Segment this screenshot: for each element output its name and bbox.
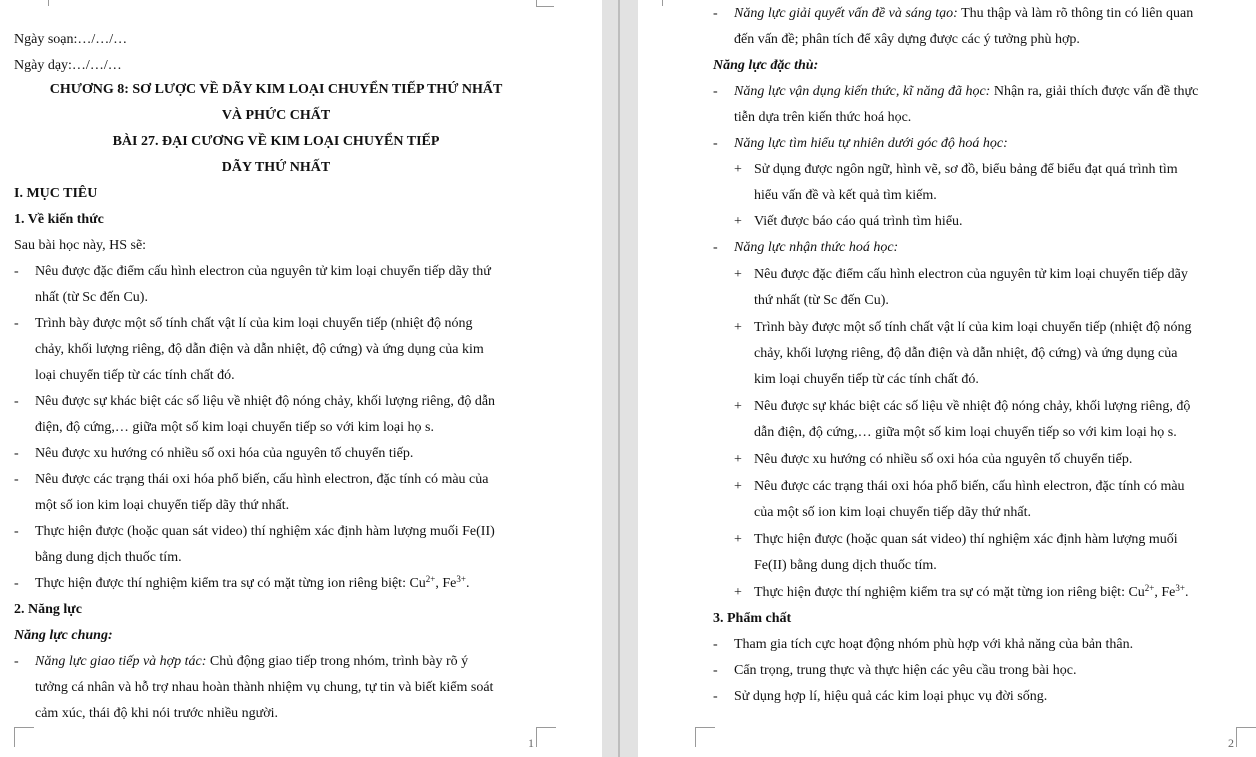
list-item-line: Trình bày được một số tính chất vật lí của kim loại chuyển tiếp (nhiệt độ nóng (35, 316, 473, 331)
bullet-dash: - (14, 316, 19, 331)
bullet-dash: - (14, 394, 19, 409)
list-item-line: Nêu được các trạng thái oxi hóa phổ biến, cấu hình electron, đặc tính có màu của (35, 472, 489, 487)
page-separator (618, 0, 620, 757)
list-item-line: hiểu vấn đề và kết quả tìm kiếm. (754, 188, 937, 203)
charge-superscript: 2+ (425, 574, 436, 584)
bullet-plus: + (734, 214, 742, 229)
competency-label: Năng lực giải quyết vấn đề và sáng tạo: (734, 6, 958, 21)
page-gap (602, 0, 638, 757)
ion-text: Thực hiện được thí nghiệm kiểm tra sự có mặt từng ion riêng biệt: Cu (35, 576, 426, 591)
competency-label: Năng lực vận dụng kiến thức, kĩ năng đã học: (734, 84, 991, 99)
bullet-dash: - (713, 689, 718, 704)
list-item-line: Nêu được các trạng thái oxi hóa phổ biến, cấu hình electron, đặc tính có màu (754, 479, 1185, 494)
intro-text: Sau bài học này, HS sẽ: (14, 238, 147, 253)
crop-mark (695, 727, 696, 747)
list-item-line: Nêu được đặc điểm cấu hình electron của nguyên tử kim loại chuyển tiếp dãy thứ (35, 264, 491, 279)
crop-mark (14, 727, 34, 728)
subsection-heading: 2. Năng lực (14, 602, 82, 617)
subsection-heading: 3. Phẩm chất (713, 611, 792, 626)
list-item-line: bằng dung dịch thuốc tím. (35, 550, 182, 565)
page-number: 1 (528, 736, 534, 750)
list-item-line: Nêu được sự khác biệt các số liệu về nhiệt độ nóng chảy, khối lượng riêng, độ dẫn (35, 394, 496, 409)
bullet-plus: + (734, 532, 742, 547)
crop-mark (1236, 727, 1256, 728)
list-item-line (734, 5, 1193, 23)
bullet-plus: + (734, 320, 742, 335)
section-heading: I. MỤC TIÊU (14, 186, 98, 201)
bullet-dash: - (14, 524, 19, 539)
bullet-dash: - (14, 654, 19, 669)
subsection-heading: 1. Về kiến thức (14, 212, 104, 227)
competency-text: Thu thập và làm rõ thông tin có liên quan (957, 6, 1194, 21)
bullet-dash: - (713, 6, 718, 21)
list-item-line: tiễn dựa trên kiến thức hoá học. (734, 110, 912, 125)
page-number: 2 (1228, 736, 1234, 750)
list-item-line: Nêu được xu hướng có nhiều số oxi hóa của nguyên tố chuyển tiếp. (35, 446, 414, 461)
crop-mark (695, 727, 715, 728)
chapter-title-cont: VÀ PHỨC CHẤT (221, 108, 331, 123)
bullet-plus: + (734, 267, 742, 282)
bullet-dash: - (713, 663, 718, 678)
bullet-plus: + (734, 452, 742, 467)
crop-mark (536, 6, 554, 7)
list-item-line (35, 575, 469, 593)
list-item-line: Nêu được xu hướng có nhiều số oxi hóa của nguyên tố chuyển tiếp. (754, 452, 1133, 467)
list-item-line: đến vấn đề; phân tích để xây dựng được các ý tưởng phù hợp. (734, 32, 1080, 47)
list-item-line: Fe(II) bằng dung dịch thuốc tím. (754, 558, 937, 573)
lesson-title-cont: DÃY THỨ NHẤT (221, 160, 331, 175)
charge-superscript: 3+ (456, 574, 466, 584)
list-item-line: Viết được báo cáo quá trình tìm hiểu. (754, 214, 963, 229)
competency-label: Năng lực giao tiếp và hợp tác: (35, 654, 207, 669)
subsection-label: Năng lực đặc thù: (713, 58, 819, 73)
bullet-plus: + (734, 585, 742, 600)
list-item-line (754, 584, 1188, 602)
competency-label: Năng lực tìm hiểu tự nhiên dưới góc độ hoá học: (734, 136, 1008, 151)
bullet-dash: - (713, 136, 718, 151)
lesson-title: BÀI 27. ĐẠI CƯƠNG VỀ KIM LOẠI CHUYỂN TIẾP (112, 134, 440, 149)
charge-superscript: 3+ (1175, 583, 1185, 593)
list-item-line: điện, độ cứng,… giữa một số kim loại chuyển tiếp so với kim loại họ s. (35, 420, 434, 435)
competency-text: Chủ động giao tiếp trong nhóm, trình bày rõ ý (206, 654, 469, 669)
list-item-line (35, 653, 468, 671)
prep-date: Ngày soạn:…/…/… (14, 32, 128, 47)
list-item-line: tưởng cá nhân và hỗ trợ nhau hoàn thành nhiệm vụ chung, tự tin và biết kiểm soát (35, 680, 494, 695)
ion-text: . (465, 576, 470, 591)
crop-mark (536, 727, 537, 747)
ion-text: , Fe (1154, 585, 1176, 600)
bullet-plus: + (734, 479, 742, 494)
crop-mark (536, 727, 556, 728)
list-item-line: kim loại chuyển tiếp từ các tính chất đó. (754, 372, 979, 387)
competency-label: Năng lực nhận thức hoá học: (734, 240, 899, 255)
bullet-plus: + (734, 162, 742, 177)
list-item-line: thứ nhất (từ Sc đến Cu). (754, 293, 889, 308)
bullet-dash: - (14, 264, 19, 279)
document-page-1 (0, 0, 602, 757)
subsection-label: Năng lực chung: (14, 628, 113, 643)
competency-text: Nhận ra, giải thích được vấn đề thực (990, 84, 1199, 99)
ion-text: . (1184, 585, 1189, 600)
chapter-title: CHƯƠNG 8: SƠ LƯỢC VỀ DÃY KIM LOẠI CHUYỂN TIẾP THỨ NHẤT (49, 82, 503, 97)
teach-date: Ngày dạy:…/…/… (14, 58, 122, 73)
document-page-2 (638, 0, 1256, 757)
crop-mark (1236, 727, 1237, 747)
charge-superscript: 2+ (1144, 583, 1155, 593)
list-item-line: cảm xúc, thái độ khi nói trước nhiều người. (35, 706, 279, 721)
list-item-line: Nêu được đặc điểm cấu hình electron của nguyên tử kim loại chuyển tiếp dãy (754, 267, 1188, 282)
list-item-line: Thực hiện được (hoặc quan sát video) thí nghiệm xác định hàm lượng muối (754, 532, 1178, 547)
list-item-line: chảy, khối lượng riêng, độ dẫn điện và dẫn nhiệt, độ cứng) và ứng dụng của kim (35, 342, 484, 357)
bullet-dash: - (14, 472, 19, 487)
bullet-dash: - (14, 576, 19, 591)
ion-text: , Fe (435, 576, 457, 591)
list-item-line: của một số ion kim loại chuyển tiếp dãy thứ nhất. (754, 505, 1032, 520)
crop-mark (14, 727, 15, 747)
list-item-line: nhất (từ Sc đến Cu). (35, 290, 148, 305)
list-item-line: loại chuyển tiếp từ các tính chất đó. (35, 368, 235, 383)
bullet-plus: + (734, 399, 742, 414)
crop-mark (48, 0, 49, 6)
ion-text: Thực hiện được thí nghiệm kiểm tra sự có mặt từng ion riêng biệt: Cu (754, 585, 1145, 600)
bullet-dash: - (713, 240, 718, 255)
list-item-line: Tham gia tích cực hoạt động nhóm phù hợp với khả năng của bản thân. (734, 637, 1134, 652)
list-item-line (734, 83, 1198, 101)
list-item-line: Trình bày được một số tính chất vật lí của kim loại chuyển tiếp (nhiệt độ nóng (754, 320, 1192, 335)
list-item-line: chảy, khối lượng riêng, độ dẫn điện và dẫn nhiệt, độ cứng) và ứng dụng của (754, 346, 1178, 361)
list-item-line: Nêu được sự khác biệt các số liệu về nhiệt độ nóng chảy, khối lượng riêng, độ (754, 399, 1191, 414)
list-item-line: Sử dụng hợp lí, hiệu quả các kim loại phục vụ đời sống. (734, 689, 1048, 704)
list-item-line: Thực hiện được (hoặc quan sát video) thí nghiệm xác định hàm lượng muối Fe(II) (35, 524, 495, 539)
bullet-dash: - (713, 637, 718, 652)
crop-mark (662, 0, 663, 6)
list-item-line: Sử dụng được ngôn ngữ, hình vẽ, sơ đồ, biểu bảng để biểu đạt quá trình tìm (754, 162, 1178, 177)
bullet-dash: - (713, 84, 718, 99)
list-item-line: một số ion kim loại chuyển tiếp dãy thứ nhất. (35, 498, 290, 513)
list-item-line: dẫn điện, độ cứng,… giữa một số kim loại chuyển tiếp so với kim loại họ s. (754, 425, 1177, 440)
bullet-dash: - (14, 446, 19, 461)
list-item-line: Cẩn trọng, trung thực và thực hiện các yêu cầu trong bài học. (734, 663, 1077, 678)
